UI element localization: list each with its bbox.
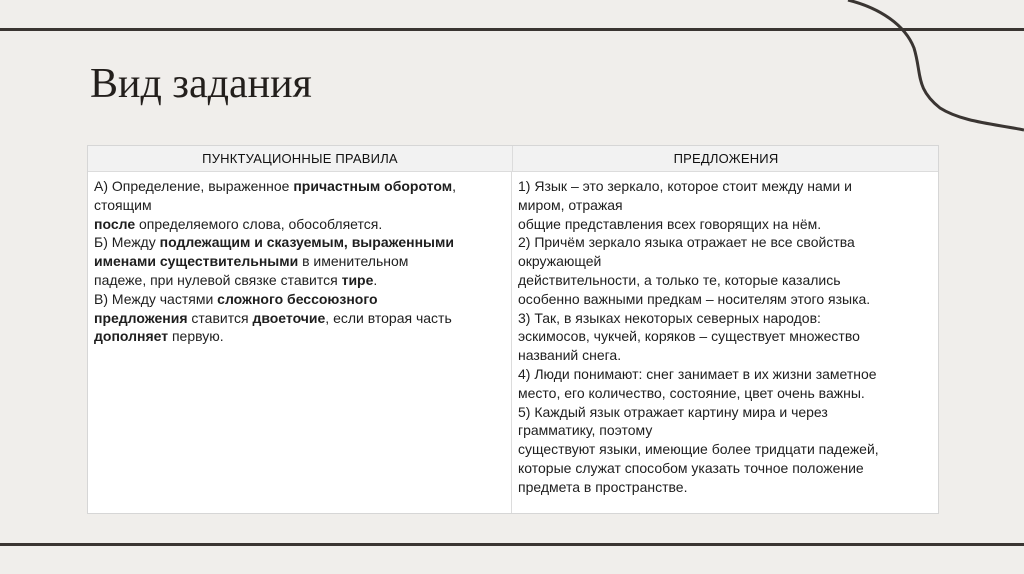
header-sentences: ПРЕДЛОЖЕНИЯ [673, 151, 779, 166]
table-body [88, 172, 938, 513]
rule-line [94, 233, 505, 252]
rule-bold-text: подлежащим и сказуемым, выраженными [159, 234, 454, 251]
rule-text: В) Между частями [94, 290, 218, 307]
sentence-line: миром, отражая [518, 196, 623, 213]
sentence-line: место, его количество, состояние, цвет очень важны. [518, 384, 865, 401]
rule-bold-text: предложения [94, 309, 188, 326]
sentence-line: действительности, а только те, которые казались [518, 271, 841, 288]
sentence-line: эскимосов, чукчей, коряков – существует множество [518, 328, 860, 345]
sentence-line: которые служат способом указать точное положение [518, 459, 864, 476]
rule-line [94, 252, 505, 271]
sentence-line: названий снега. [518, 347, 622, 364]
rule-line [94, 271, 505, 290]
rule-line [94, 309, 505, 328]
sentence-line: 4) Люди понимают: снег занимает в их жизни заметное [518, 365, 877, 382]
rule-text: , [452, 178, 456, 194]
rule-text: определяемого слова, обособляется. [135, 215, 383, 232]
page-title: Вид задания [90, 61, 312, 107]
sentence-line: предмета в пространстве. [518, 478, 688, 495]
table-header [88, 146, 938, 172]
sentence-line: 2) Причём зеркало языка отражает не все свойства [518, 234, 855, 251]
rule-text: ставится [187, 309, 253, 326]
header-punctuation-rules: ПУНКТУАЦИОННЫЕ ПРАВИЛА [88, 146, 513, 171]
rule-bold-text: причастным оборотом [293, 178, 453, 194]
rule-text: А) Определение, выраженное [94, 178, 294, 194]
rule-text: . [373, 271, 378, 288]
sentence-line: 1) Язык – это зеркало, которое стоит между нами и [518, 178, 852, 194]
rule-line [94, 215, 505, 234]
rule-text: первую. [168, 328, 224, 345]
rule-bold-text: тире [341, 271, 374, 288]
rule-text: Б) Между [94, 234, 160, 251]
rule-text: падеже, при нулевой связке ставится [94, 271, 342, 288]
rule-text: в именительном [298, 253, 409, 270]
rule-line [94, 327, 505, 346]
task-table [87, 145, 939, 514]
rule-bold-text: дополняет [94, 328, 169, 345]
sentence-line: общие представления всех говорящих на нём. [518, 215, 822, 232]
sentence-line: 5) Каждый язык отражает картину мира и через [518, 403, 828, 420]
rule-bold-text: после [94, 215, 136, 232]
rule-text: , если вторая часть [325, 309, 452, 326]
rules-cell [88, 172, 512, 513]
sentence-line: окружающей [518, 253, 602, 270]
rule-line [94, 196, 505, 215]
rule-bold-text: именами существительными [94, 253, 299, 270]
sentence-line: 3) Так, в языках некоторых северных народов: [518, 309, 821, 326]
sentence-line: грамматику, поэтому [518, 422, 653, 439]
rule-line [94, 290, 505, 309]
sentences-cell [512, 172, 938, 513]
rule-text: стоящим [94, 196, 152, 213]
bottom-rule [0, 543, 1024, 546]
rule-line [94, 177, 505, 196]
rule-bold-text: двоеточие [252, 309, 326, 326]
sentence-line: особенно важными предкам – носителям этого языка. [518, 290, 871, 307]
sentence-line: существуют языки, имеющие более тридцати падежей, [518, 441, 879, 458]
rule-bold-text: сложного бессоюзного [217, 290, 378, 307]
